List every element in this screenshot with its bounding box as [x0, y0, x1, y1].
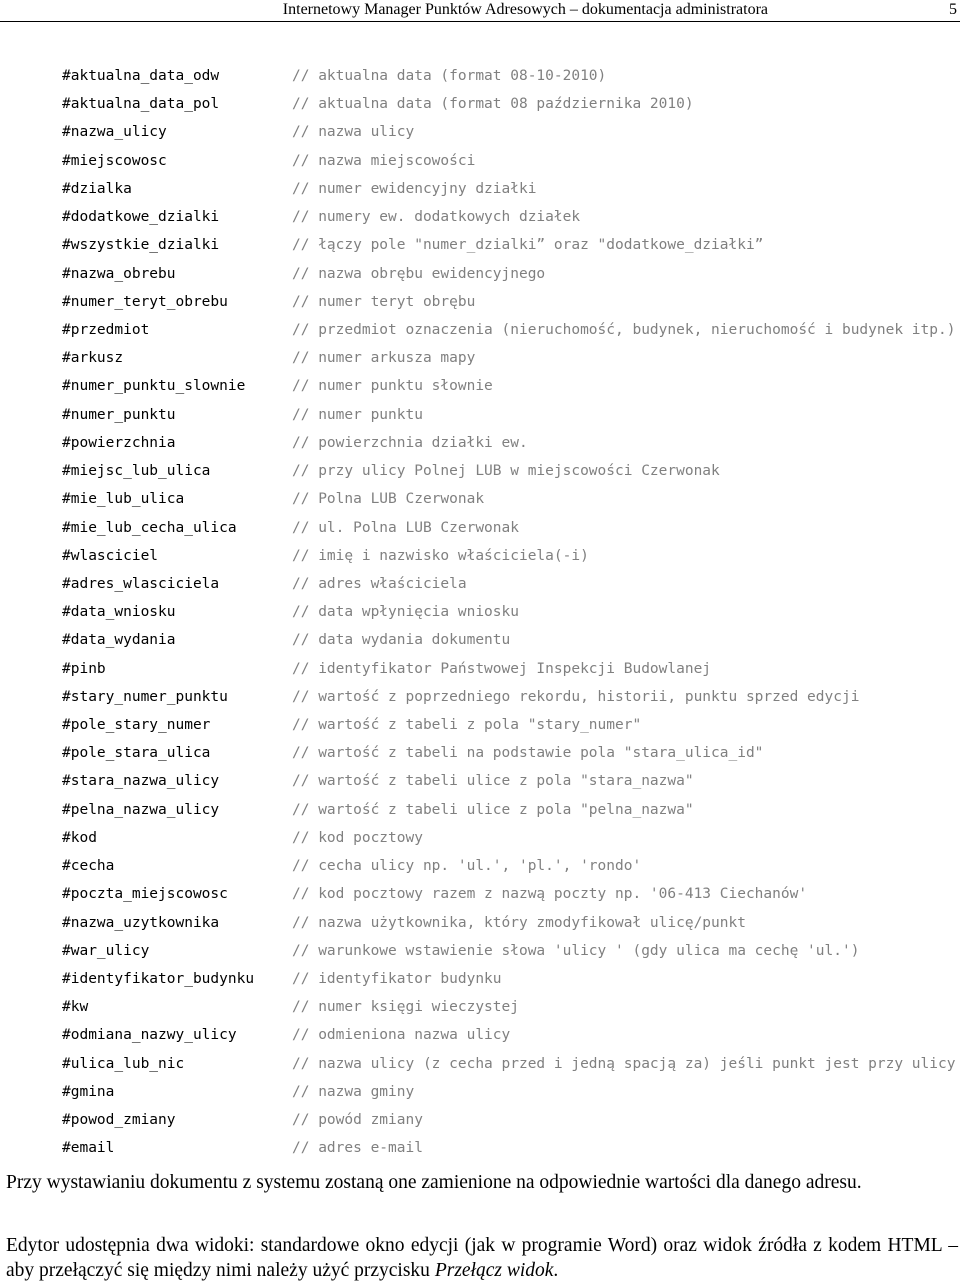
variable-row: [0, 543, 960, 571]
variable-row: [0, 232, 960, 260]
variable-row: [0, 515, 960, 543]
variable-comment: // ul. Polna LUB Czerwonak: [292, 519, 519, 536]
variable-name: #identyfikator_budynku: [62, 971, 255, 987]
variable-name: #nazwa_uzytkownika: [62, 914, 220, 931]
variable-name: #ulica_lub_nic: [62, 1055, 185, 1072]
variable-name: #arkusz: [62, 350, 124, 367]
variable-row: [0, 656, 960, 684]
variable-name: #stara_nazwa_ulicy: [62, 773, 220, 790]
variable-name: #stary_numer_punktu: [62, 688, 228, 705]
variable-row: [0, 740, 960, 768]
variable-name: #odmiana_nazwy_ulicy: [62, 1027, 237, 1044]
variable-row: [0, 1135, 960, 1163]
variable-name: #mie_lub_cecha_ulica: [62, 519, 237, 536]
variable-name: #pole_stara_ulica: [62, 745, 211, 762]
variable-comment: // nazwa użytkownika, który zmodyfikował ulicę/punkt: [292, 914, 746, 931]
page-header: [0, 0, 960, 22]
variable-comment: // łączy pole "numer_dzialki” oraz "dodatkowe_działki”: [292, 237, 764, 254]
variable-row: [0, 853, 960, 881]
variable-comment: // nazwa obrębu ewidencyjnego: [292, 265, 546, 282]
variable-name: #cecha: [62, 858, 115, 875]
variable-comment: // numery ew. dodatkowych działek: [292, 209, 581, 226]
variable-row: [0, 994, 960, 1022]
paragraph-editor-views-text: Edytor udostępnia dwa widoki: standardowe okno edycji (jak w programie Word) oraz widok źródła z kodem HTML – aby przełączyć się między nimi należy użyć przycisku: [6, 1235, 958, 1281]
variable-comment: // adres właściciela: [292, 575, 467, 592]
variable-comment: // adres e-mail: [292, 1140, 423, 1157]
variable-comment: // nazwa miejscowości: [292, 152, 476, 169]
variable-row: [0, 430, 960, 458]
variable-name: #nazwa_obrebu: [62, 265, 176, 282]
variable-comment: // identyfikator budynku: [292, 971, 502, 987]
variable-name: #kod: [62, 829, 97, 846]
variable-comment: // numer arkusza mapy: [292, 350, 476, 367]
variable-name: #data_wniosku: [62, 604, 176, 621]
variable-comment: // przy ulicy Polnej LUB w miejscowości Czerwonak: [292, 463, 720, 480]
variable-row: [0, 91, 960, 119]
variable-name: #mie_lub_ulica: [62, 491, 185, 508]
variable-name: #pole_stary_numer: [62, 717, 211, 734]
variable-row: [0, 148, 960, 176]
variable-name: #gmina: [62, 1083, 115, 1100]
variable-row: [0, 627, 960, 655]
variable-comment: // cecha ulicy np. 'ul.', 'pl.', 'rondo': [292, 858, 642, 875]
variable-name: #przedmiot: [62, 321, 150, 338]
variable-comment: // numer punktu słownie: [292, 378, 493, 395]
variable-comment: // aktualna data (format 08-10-2010): [292, 68, 607, 84]
variable-name: #kw: [62, 999, 89, 1016]
paragraph-replacement-info: Przy wystawianiu dokumentu z systemu zostaną one zamienione na odpowiednie wartości dla danego adresu.: [6, 1172, 862, 1193]
variable-row: [0, 938, 960, 966]
variable-comment: // data wydania dokumentu: [292, 632, 511, 649]
variable-name: #powod_zmiany: [62, 1112, 176, 1129]
variable-row: [0, 881, 960, 909]
variable-comment: // nazwa ulicy (z cecha przed i jedną spacją za) jeśli punkt jest przy ulicy: [292, 1055, 956, 1072]
variable-comment: // wartość z tabeli na podstawie pola "stara_ulica_id": [292, 745, 764, 762]
paragraph-end: .: [553, 1260, 559, 1281]
variable-name: #war_ulicy: [62, 942, 150, 959]
variable-row: [0, 966, 960, 994]
variable-comment: // nazwa gminy: [292, 1083, 415, 1100]
variable-row: [0, 910, 960, 938]
variable-name: #wszystkie_dzialki: [62, 237, 220, 254]
variable-comment: // wartość z tabeli ulice z pola "pelna_nazwa": [292, 801, 694, 818]
variable-comment: // powierzchnia działki ew.: [292, 434, 528, 451]
variable-name: #wlasciciel: [62, 547, 159, 564]
variable-comment: // powód zmiany: [292, 1112, 423, 1129]
variable-row: [0, 317, 960, 345]
variable-comment: // data wpłynięcia wniosku: [292, 604, 519, 621]
variable-row: [0, 63, 960, 91]
variable-row: [0, 458, 960, 486]
variable-comment: // aktualna data (format 08 października 2010): [292, 96, 694, 113]
variable-name: #poczta_miejscowosc: [62, 886, 228, 903]
variable-name: #email: [62, 1140, 115, 1157]
variable-comment: // numer księgi wieczystej: [292, 999, 519, 1016]
variable-name: #adres_wlasciciela: [62, 575, 220, 592]
variable-comment: // kod pocztowy razem z nazwą poczty np. '06-413 Ciechanów': [292, 886, 808, 903]
variable-row: [0, 768, 960, 796]
variable-row: [0, 571, 960, 599]
variable-row: [0, 1079, 960, 1107]
variable-row: [0, 204, 960, 232]
variable-comment: // numer punktu: [292, 406, 423, 423]
variable-name: #powierzchnia: [62, 434, 176, 451]
variable-comment: // imię i nazwisko właściciela(-i): [292, 547, 589, 564]
variable-row: [0, 1051, 960, 1079]
variable-row: [0, 599, 960, 627]
variable-name: #dzialka: [62, 180, 132, 197]
variable-name: #miejsc_lub_ulica: [62, 463, 211, 480]
variable-name: #aktualna_data_odw: [62, 68, 220, 84]
template-variable-list: [0, 63, 960, 1164]
variable-name: #data_wydania: [62, 632, 176, 649]
switch-view-button-name: Przełącz widok: [434, 1260, 554, 1281]
variable-name: #dodatkowe_dzialki: [62, 209, 220, 226]
variable-row: [0, 1022, 960, 1050]
variable-row: [0, 684, 960, 712]
variable-row: [0, 261, 960, 289]
page-number: 5: [949, 1, 957, 18]
variable-row: [0, 486, 960, 514]
variable-name: #numer_teryt_obrebu: [62, 293, 228, 310]
variable-name: #nazwa_ulicy: [62, 124, 167, 141]
variable-row: [0, 1107, 960, 1135]
variable-name: #pelna_nazwa_ulicy: [62, 801, 220, 818]
variable-name: #aktualna_data_pol: [62, 96, 220, 113]
variable-row: [0, 176, 960, 204]
variable-comment: // nazwa ulicy: [292, 124, 415, 141]
variable-name: #numer_punktu: [62, 406, 176, 423]
variable-comment: // wartość z poprzedniego rekordu, historii, punktu sprzed edycji: [292, 688, 860, 705]
variable-name: #pinb: [62, 660, 106, 677]
variable-comment: // identyfikator Państwowej Inspekcji Budowlanej: [292, 660, 712, 677]
variable-row: [0, 119, 960, 147]
variable-comment: // wartość z tabeli z pola "stary_numer": [292, 717, 642, 734]
variable-comment: // wartość z tabeli ulice z pola "stara_nazwa": [292, 773, 694, 790]
variable-row: [0, 797, 960, 825]
variable-comment: // numer ewidencyjny działki: [292, 180, 537, 197]
variable-name: #miejscowosc: [62, 152, 167, 169]
variable-row: [0, 345, 960, 373]
variable-comment: // Polna LUB Czerwonak: [292, 491, 485, 508]
variable-comment: // kod pocztowy: [292, 829, 423, 846]
variable-comment: // warunkowe wstawienie słowa 'ulicy ' (gdy ulica ma cechę 'ul.'): [292, 942, 860, 959]
variable-row: [0, 402, 960, 430]
variable-comment: // numer teryt obrębu: [292, 293, 476, 310]
variable-row: [0, 712, 960, 740]
document-title: Internetowy Manager Punktów Adresowych – dokumentacja administratora: [282, 1, 768, 18]
variable-name: #numer_punktu_slownie: [62, 378, 246, 395]
variable-comment: // przedmiot oznaczenia (nieruchomość, budynek, nieruchomość i budynek itp.): [292, 321, 956, 338]
variable-row: [0, 825, 960, 853]
paragraph-editor-views: [6, 1233, 958, 1283]
variable-comment: // odmieniona nazwa ulicy: [292, 1027, 511, 1044]
variable-row: [0, 373, 960, 401]
variable-row: [0, 289, 960, 317]
